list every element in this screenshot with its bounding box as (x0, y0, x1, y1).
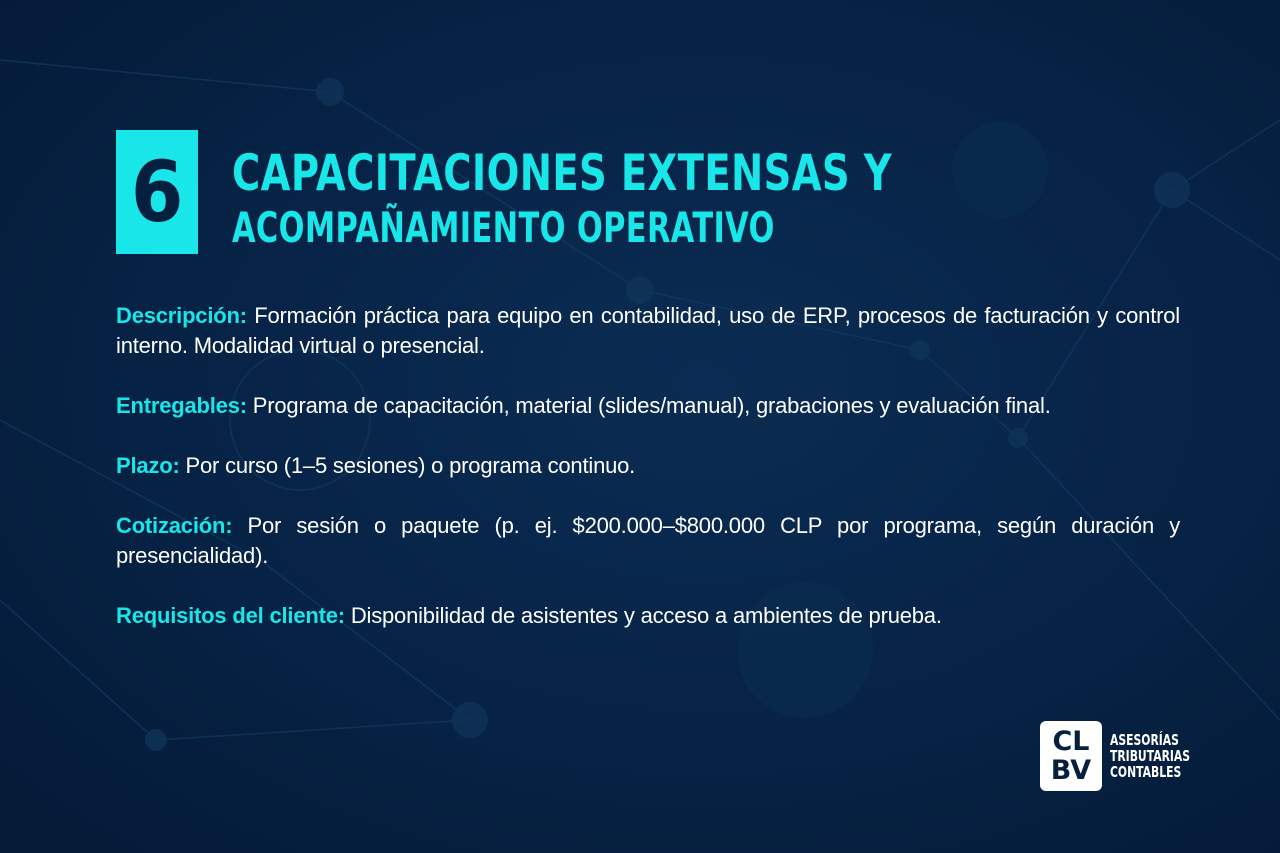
logo-wordmark (1110, 732, 1190, 780)
logo-mark-top: CL (1052, 726, 1090, 757)
deliverables-text: Programa de capacitación, material (slides/manual), grabaciones y evaluación final. (252, 393, 1051, 418)
brand-logo (1040, 721, 1221, 791)
description-paragraph (116, 301, 1180, 361)
requirements-paragraph (116, 601, 1180, 631)
logo-line-1: ASESORÍAS (1110, 731, 1179, 749)
logo-mark-bottom: BV (1050, 755, 1092, 786)
requirements-text: Disponibilidad de asistentes y acceso a ambientes de prueba. (350, 603, 942, 628)
deliverables-paragraph (116, 391, 1180, 421)
deliverables-label: Entregables: (116, 393, 247, 418)
logo-line-2: TRIBUTARIAS (1110, 747, 1191, 765)
timeframe-label: Plazo: (116, 453, 180, 478)
timeframe-paragraph (116, 451, 1180, 481)
title-line-1: CAPACITACIONES EXTENSAS Y (232, 144, 893, 202)
logo-line-3: CONTABLES (1110, 763, 1182, 781)
logo-mark (1040, 721, 1102, 791)
title-line-2: ACOMPAÑAMIENTO OPERATIVO (232, 203, 775, 252)
quote-label: Cotización: (116, 513, 233, 538)
quote-paragraph (116, 511, 1180, 571)
section-number-badge (116, 130, 198, 254)
description-text: Formación práctica para equipo en contabilidad, uso de ERP, procesos de facturación y control interno. Modalidad virtual o presencial. (116, 303, 1180, 358)
requirements-label: Requisitos del cliente: (116, 603, 345, 628)
section-number: 6 (130, 143, 184, 241)
description-label: Descripción: (116, 303, 247, 328)
quote-text: Por sesión o paquete (p. ej. $200.000–$800.000 CLP por programa, según duración y presencialidad). (116, 513, 1180, 568)
timeframe-text: Por curso (1–5 sesiones) o programa continuo. (185, 453, 636, 478)
